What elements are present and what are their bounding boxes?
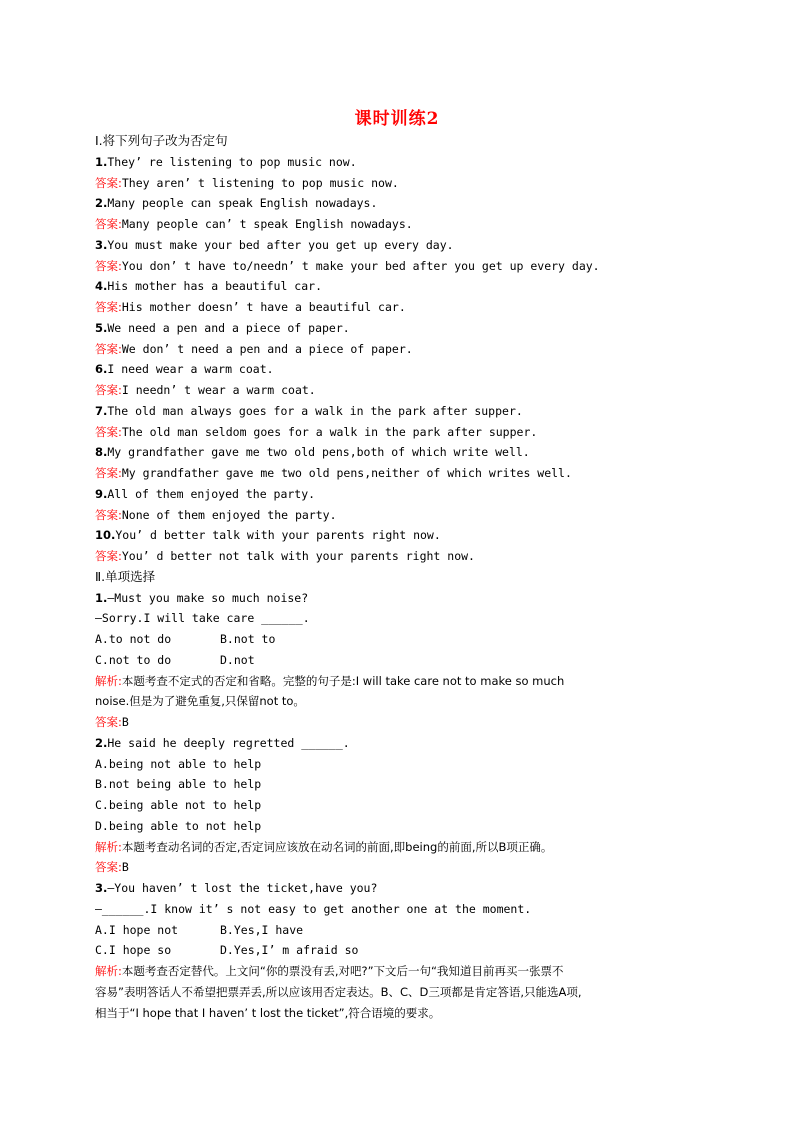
analysis-line — [95, 671, 705, 692]
question-text: —You haven’ t lost the ticket,have you? — [107, 881, 378, 895]
question-number: 3. — [95, 881, 108, 895]
answer-line — [95, 380, 705, 401]
answer-tag: 答案: — [95, 175, 122, 190]
question-1 — [95, 588, 705, 609]
question-item — [95, 401, 705, 422]
worksheet-body — [95, 131, 705, 1023]
option-b: B.not to — [220, 632, 276, 646]
analysis-text: 本题考查不定式的否定和省略。完整的句子是:I will take care not to make so much — [121, 673, 565, 688]
question-text: All of them enjoyed the party. — [107, 486, 316, 501]
analysis-continuation: 容易”表明答话人不希望把票弄丢,所以应该用否定表达。B、C、D三项都是肯定答语,只能选A项, — [95, 984, 582, 999]
question-number: 4. — [95, 279, 108, 294]
analysis-text: 本题考查动名词的否定,否定词应该放在动名词的前面,即being的前面,所以B项正确。 — [121, 839, 553, 854]
section-2-heading: Ⅱ.单项选择 — [95, 568, 156, 584]
section-1-heading: Ⅰ.将下列句子改为否定句 — [95, 133, 228, 148]
question-number: 1. — [95, 154, 108, 169]
question-number: 10. — [95, 528, 116, 543]
analysis-tag: 解析: — [95, 964, 122, 978]
question-1-line-2: —Sorry.I will take care ______. — [95, 611, 310, 626]
analysis-text: 本题考查否定替代。上文问“你的票没有丢,对吧?”下文后一句“我知道目前再买一张票不 — [121, 964, 564, 978]
question-item — [95, 276, 705, 297]
answer-text: You don’ t have to/needn’ t make your bed after you get up every day. — [121, 258, 600, 273]
question-3 — [95, 878, 705, 899]
option-c: C.being able not to help — [95, 798, 262, 812]
option-d: D.Yes,I’ m afraid so — [220, 943, 359, 958]
question-text: My grandfather gave me two old pens,both of which write well. — [107, 445, 530, 460]
question-number: 9. — [95, 486, 108, 501]
answer-value: B — [121, 715, 129, 729]
answer-tag: 答案: — [95, 860, 122, 875]
question-number: 5. — [95, 320, 108, 335]
question-item — [95, 442, 705, 463]
answer-tag: 答案: — [95, 258, 122, 273]
question-item — [95, 152, 705, 173]
question-item — [95, 235, 705, 256]
analysis-continuation: 相当于“I hope that I haven’ t lost the ticket”,符合语境的要求。 — [95, 1005, 441, 1020]
answer-text: They aren’ t listening to pop music now. — [121, 175, 399, 190]
answer-text: You’ d better not talk with your parents right now. — [121, 549, 475, 563]
answer-line — [95, 857, 705, 878]
option-b: B.Yes,I have — [220, 922, 304, 937]
analysis-continuation: noise.但是为了避免重复,只保留not to。 — [95, 694, 305, 709]
answer-tag: 答案: — [95, 300, 122, 314]
question-2 — [95, 733, 705, 754]
question-text: They’ re listening to pop music now. — [107, 154, 357, 169]
answer-line — [95, 214, 705, 235]
options-row — [95, 629, 705, 650]
answer-line — [95, 463, 705, 484]
answer-text: Many people can’ t speak English nowadays. — [121, 217, 413, 231]
analysis-line — [95, 837, 705, 858]
option-d: D.being able to not help — [95, 818, 262, 833]
question-text: You’ d better talk with your parents right now. — [115, 528, 441, 543]
answer-line — [95, 712, 705, 733]
answer-line — [95, 505, 705, 526]
question-item — [95, 318, 705, 339]
question-number: 2. — [95, 735, 108, 750]
answer-tag: 答案: — [95, 341, 122, 356]
question-text: We need a pen and a piece of paper. — [107, 320, 350, 335]
answer-tag: 答案: — [95, 549, 122, 563]
answer-tag: 答案: — [95, 383, 122, 397]
analysis-tag: 解析: — [95, 839, 122, 854]
answer-tag: 答案: — [95, 507, 122, 522]
question-text: His mother has a beautiful car. — [107, 279, 323, 294]
answer-line — [95, 546, 705, 567]
page-title: 课时训练2 — [354, 109, 440, 129]
question-item — [95, 484, 705, 505]
question-text: Many people can speak English nowadays. — [107, 196, 378, 211]
question-number: 3. — [95, 237, 108, 252]
options-row — [95, 940, 705, 961]
answer-text: My grandfather gave me two old pens,neither of which writes well. — [121, 466, 572, 480]
option-c: C.not to do — [95, 652, 172, 667]
question-item — [95, 193, 705, 214]
analysis-line — [95, 961, 705, 982]
answer-tag: 答案: — [95, 715, 122, 729]
option-d: D.not — [220, 652, 255, 667]
answer-tag: 答案: — [95, 217, 122, 231]
analysis-tag: 解析: — [95, 673, 122, 688]
answer-text: We don’ t need a pen and a piece of paper. — [121, 341, 413, 356]
section-1-items — [95, 152, 705, 567]
question-number: 1. — [95, 590, 108, 605]
question-3-line-2: —______.I know it’ s not easy to get another one at the moment. — [95, 901, 532, 916]
option-c: C.I hope so — [95, 943, 172, 958]
question-text: You must make your bed after you get up every day. — [107, 237, 454, 252]
question-number: 2. — [95, 196, 108, 211]
options-row — [95, 920, 705, 941]
question-text: The old man always goes for a walk in the park after supper. — [107, 403, 523, 418]
options-row — [95, 650, 705, 671]
question-number: 8. — [95, 445, 108, 460]
answer-line — [95, 422, 705, 443]
answer-text: His mother doesn’ t have a beautiful car. — [121, 300, 406, 314]
question-item — [95, 359, 705, 380]
option-a: A.to not do — [95, 632, 172, 646]
question-item — [95, 525, 705, 546]
question-text: I need wear a warm coat. — [107, 362, 274, 377]
option-a: A.being not able to help — [95, 756, 262, 771]
answer-text: None of them enjoyed the party. — [121, 507, 337, 522]
answer-value: B — [121, 860, 129, 875]
option-b: B.not being able to help — [95, 777, 262, 792]
question-number: 7. — [95, 403, 108, 418]
answer-tag: 答案: — [95, 424, 122, 439]
answer-text: I needn’ t wear a warm coat. — [121, 383, 316, 397]
answer-text: The old man seldom goes for a walk in the park after supper. — [121, 424, 538, 439]
question-text: —Must you make so much noise? — [107, 590, 309, 605]
option-a: A.I hope not — [95, 922, 179, 937]
answer-line — [95, 256, 705, 277]
answer-line — [95, 339, 705, 360]
answer-line — [95, 297, 705, 318]
answer-tag: 答案: — [95, 466, 122, 480]
answer-line — [95, 173, 705, 194]
question-number: 6. — [95, 362, 108, 377]
question-text: He said he deeply regretted ______. — [107, 735, 350, 750]
